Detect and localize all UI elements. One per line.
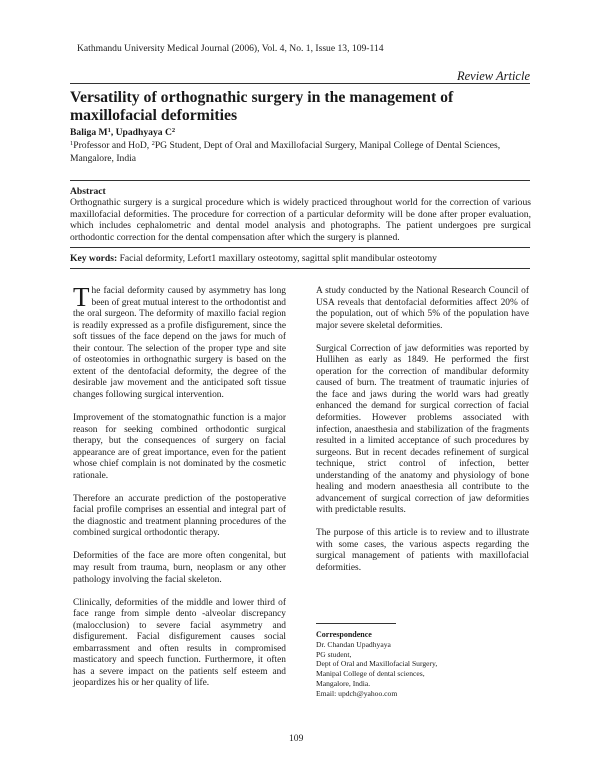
- page-number: 109: [289, 733, 304, 744]
- author-2: Upadhyaya C: [115, 127, 172, 138]
- paragraph: Therefore an accurate prediction of the postoperative facial profile comprises an essential and integral part of the diagnostic and treatment planning procedures of the combined surgical orthodontic therapy.: [73, 493, 286, 539]
- paragraph: Improvement of the stomatognathic function is a major reason for seeking combined orthodontic surgical therapy, but the consequences of surgery on facial appearance are of great importance, even for the patient whose chief complain is not dominated by the cosmetic rationale.: [73, 412, 286, 481]
- abstract-heading: Abstract: [70, 186, 106, 197]
- article-title: [70, 89, 540, 125]
- author-list: Baliga $M^1$, Upadhyaya $C^2$: [70, 127, 176, 138]
- abstract-bottom-rule: [70, 247, 530, 248]
- header-rule: [70, 83, 530, 84]
- paragraph: A study conducted by the National Research Council of USA reveals that dentofacial deformities affect 20% of the population, out of which 5% of the population have major severe skeletal deformities.: [316, 286, 529, 331]
- author-1: Baliga M: [70, 127, 108, 138]
- affil-1: Professor and HoD,: [73, 140, 152, 151]
- correspondence-rule: [316, 623, 396, 624]
- keywords-label: Key words:: [70, 253, 118, 264]
- author-2-affil-mark: 2: [171, 127, 176, 134]
- title-line-1: Versatility of orthognathic surgery in the management of: [70, 89, 454, 106]
- body-left-column: [73, 282, 286, 701]
- paragraph: Deformities of the face are more often congenital, but may result from trauma, burn, neoplasm or any other pathology involving the facial skeleton.: [73, 551, 286, 585]
- title-line-2: maxillofacial deformities: [70, 107, 238, 124]
- abstract-text: Orthognathic surgery is a surgical procedure which is widely practiced throughout world for the correction of various maxillofacial deformities. The procedure for correction of a particular deformity will be done after proper evaluation, which includes cephalometric and dental model analysis and photographs. The patient undergoes pre surgical orthodontic correction for the dental compensation after which the surgery is planned.: [70, 197, 531, 243]
- paragraph: The purpose of this article is to review and to illustrate with some cases, the various aspects regarding the surgical management of patients with maxillofacial deformities.: [316, 528, 529, 574]
- keywords: [70, 253, 540, 264]
- drop-cap: T: [73, 282, 90, 312]
- affil-mark-1: 1: [70, 140, 74, 147]
- correspondence-line: Dept of Oral and Maxillofacial Surgery,: [316, 659, 438, 669]
- correspondence-block: [316, 630, 536, 699]
- affil-mark-2: 2: [151, 140, 155, 147]
- paragraph: Clinically, deformities of the middle and lower third of face range from simple dento -alveolar discrepancy (malocclusion) to severe facial asymmetry and disfigurement. Facial disfigurement causes social embarrassment and often results in compromised masticatory and speech function. Furthermore, it often has a severe impact on the patients self esteem and jeopardizes his or her quality of life.: [73, 597, 286, 689]
- correspondence-line: Mangalore, India.: [316, 678, 371, 688]
- body-right-column: [316, 286, 529, 586]
- correspondence-email[interactable]: Email: updch@yahoo.com: [316, 688, 398, 698]
- correspondence-line: Dr. Chandan Upadhyaya: [316, 639, 391, 649]
- paragraph: [73, 282, 286, 401]
- correspondence-line: PG student,: [316, 649, 352, 659]
- article-type-label: Review Article: [456, 69, 530, 83]
- keywords-rule: [70, 268, 530, 269]
- journal-citation: Kathmandu University Medical Journal (2006), Vol. 4, No. 1, Issue 13, 109-114: [77, 43, 384, 54]
- paragraph-text: he facial deformity caused by asymmetry has long been of great mutual interest to the orthodontist and the oral surgeon. The deformity of maxillo facial region is readily expressed as a profile disfigurement, since the soft tissues of the face depend on the jaws for much of their contour. The selection of the proper type and site of osteotomies in orthognathic surgery is based on the extent of the dentofacial deformity, the degree of the desirable jaw movement and the anticipated soft tissue changes following surgical intervention.: [73, 286, 286, 400]
- correspondence-heading: Correspondence: [316, 630, 372, 639]
- abstract-top-rule: [70, 180, 530, 181]
- author-1-affil-mark: 1: [107, 127, 111, 134]
- affil-2: PG Student, Dept of Oral and Maxillofacial Surgery, Manipal College of Dental Sciences, Mangalore, India: [70, 140, 501, 164]
- correspondence-line: Manipal College of dental sciences,: [316, 669, 425, 679]
- paragraph: Surgical Correction of jaw deformities was reported by Hullihen as early as 1849. He performed the first operation for the correction of mandibular deformity caused of burn. The treatment of traumatic injuries of the face and jaws during the world wars had greatly enhanced the demand for surgical correction of facial deformities. However problems associated with infection, anaesthesia and stabilization of the fragments resulted in a limited acceptance of such procedures by surgeons. But in recent decades refinement of surgical technique, strict control of infection, better understanding of the anatomy and physiology of bone healing and modern anaesthesia all contribute to the advancement of surgical correction of jaw deformities with predictable results.: [316, 343, 529, 516]
- affiliations: [70, 140, 540, 165]
- keywords-text: Facial deformity, Lefort1 maxillary osteotomy, sagittal split mandibular osteotomy: [117, 253, 437, 264]
